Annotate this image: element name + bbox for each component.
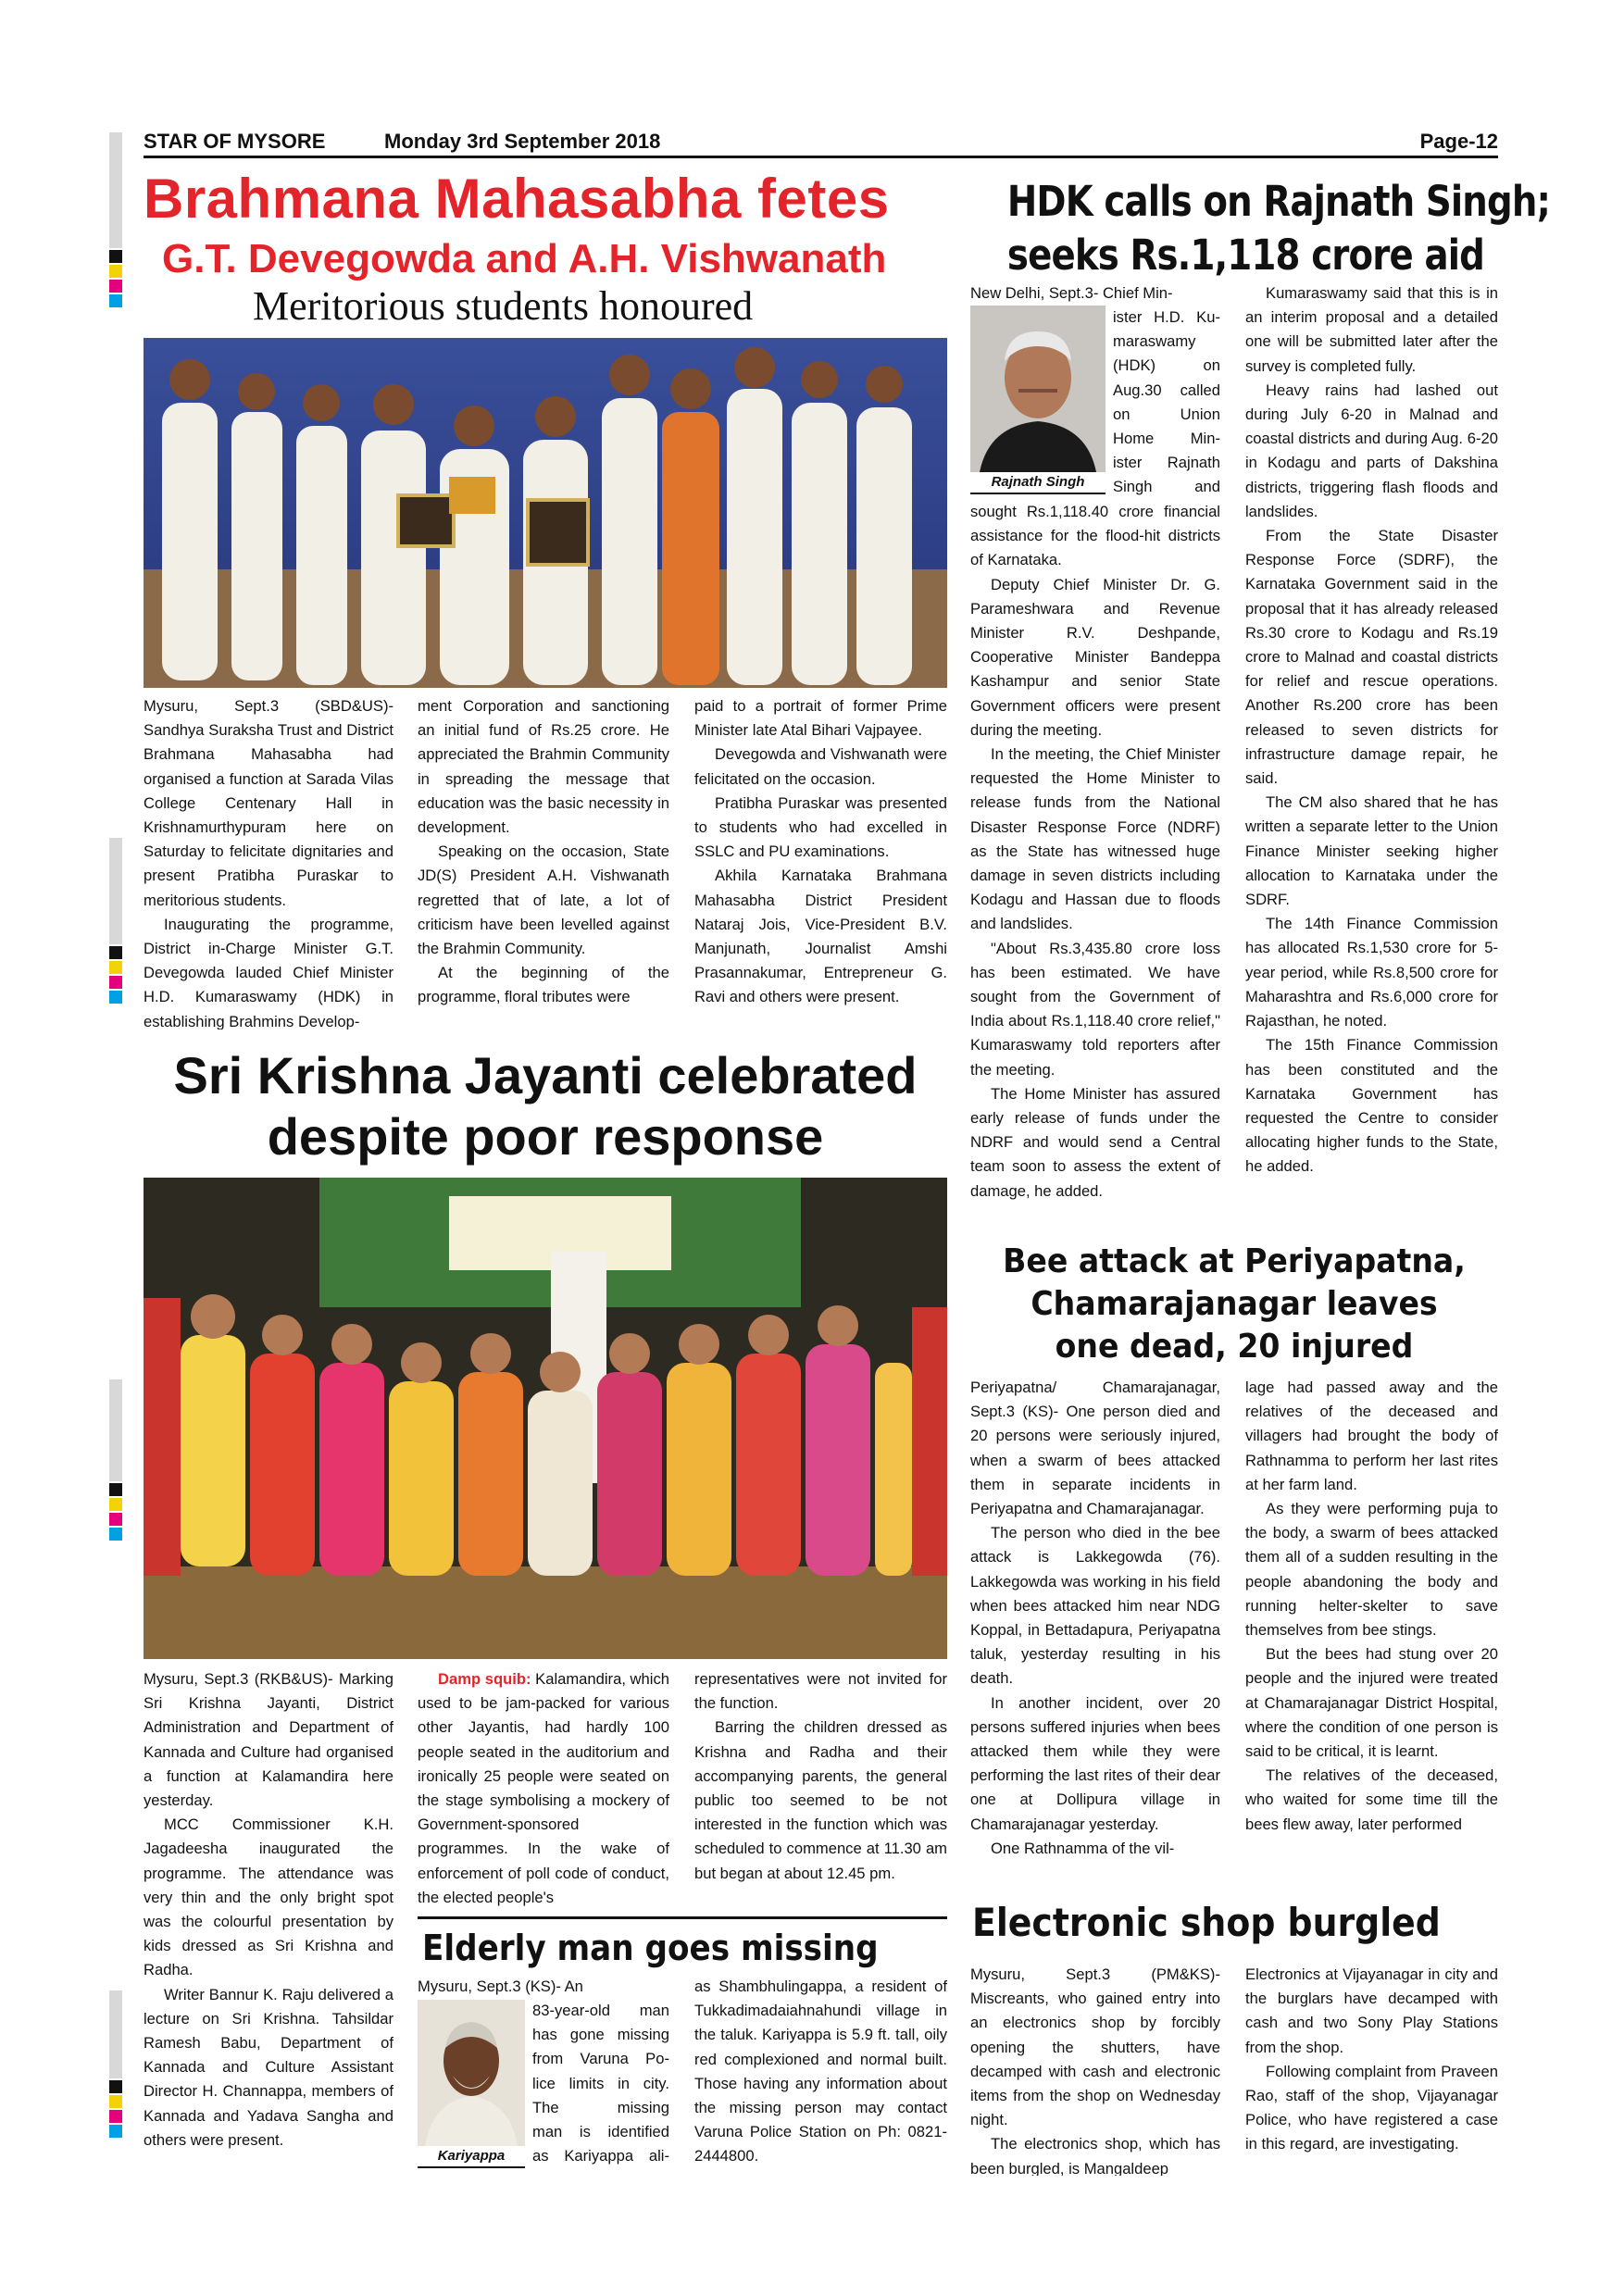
portrait-photo <box>970 306 1106 472</box>
text-line: 83-year-old man <box>532 2002 669 2019</box>
text-line: Singh and <box>1113 478 1220 496</box>
paragraph-text: Kalamandira, which used to be jam-packed for various other Jayantis, had hardly 100 people seated in the auditorium and ironically 25 people were seated on the stage symbolising a mockery of Government-sponsored programmes. In the wake of enforcement of poll code of conduct, the elected people's <box>418 1670 669 1906</box>
article2-headline-line2: seeks Rs.1,118 crore aid <box>1006 231 1484 280</box>
article6-headline: Electronic shop burgled <box>972 1900 1441 1945</box>
reg-mark-black <box>109 2080 122 2093</box>
masthead <box>144 130 1498 158</box>
article1-subhead: Meritorious students honoured <box>253 283 754 329</box>
reg-mark-black <box>109 1483 122 1496</box>
text-line: man is identified <box>532 2123 669 2141</box>
paragraph: From the State Disaster Response Force (SDRF), the Karnataka Government said in the proposal that it has already released Rs.30 crore to Kodagu and Rs.19 crore to Malnad and coastal districts for relief and rescue operations. Another Rs.200 crore has been released to seven districts for infrastructure damage repair, he said. <box>1245 527 1498 788</box>
paragraph <box>418 1667 669 1910</box>
text-line: lice limits in city. <box>532 2074 669 2092</box>
article1-col3 <box>694 694 947 1029</box>
article5-dateline <box>418 1975 669 1999</box>
reg-mark-magenta <box>109 280 122 293</box>
krishna-jayanti-photo <box>144 1178 947 1659</box>
text-line: as Kariyappa ali- <box>532 2147 669 2165</box>
reg-mark-cyan <box>109 1528 122 1541</box>
paragraph: In another incident, over 20 persons suffered injuries when bees attacked them while they were performing the last rites of their dear one at Dollipura village in Chamarajanagar yesterday. <box>970 1693 1220 1833</box>
paragraph: Devegowda and Vishwanath were felicitated on the occasion. <box>694 745 947 788</box>
article4-col2 <box>1245 1376 1498 1878</box>
article1-photo <box>144 338 947 688</box>
paragraph: MCC Commissioner K.H. Jagadeesha inaugurated the programme. The attendance was very thin and the only bright spot was the colourful presentation by kids dressed as Sri Krishna and Radha. <box>144 1816 394 1979</box>
paragraph: The electronics shop, which has been burgled, is Mangaldeep <box>970 2135 1220 2176</box>
article5-headline: Elderly man goes missing <box>422 1928 879 1968</box>
text-line: ister Rajnath <box>1113 454 1220 472</box>
article2-wrap-text <box>1113 306 1220 500</box>
article2-photo-caption: Rajnath Singh <box>970 474 1106 494</box>
article1-headline-line1: Brahmana Mahasabha fetes <box>144 168 890 230</box>
reg-mark-yellow <box>109 1498 122 1511</box>
paragraph: ment Corporation and sanctioning an initial fund of Rs.25 crore. He appreciated the Brahmin Community in spreading the message that education was the basic necessity in development. <box>418 697 669 837</box>
paragraph: But the bees had stung over 20 people and the injured were treated at Chamarajanagar District Hospital, where the condition of one person is said to be critical, it is learnt. <box>1245 1645 1498 1761</box>
text-line: on Union <box>1113 405 1220 423</box>
article4-headline-line3: one dead, 20 injured <box>1055 1328 1414 1366</box>
article4-headline-line2: Chamarajanagar leaves <box>1031 1285 1438 1323</box>
reg-mark-magenta <box>109 2110 122 2123</box>
paragraph: Mysuru, Sept.3 (SBD&US)- Sandhya Suraksha Trust and District Brahmana Mahasabha had organised a function at Sarada Vilas College Centenary Hall in Krishnamurthypuram here on Saturday to felicitate dignitaries and present Pratibha Puraskar to meritorious students. <box>144 697 394 909</box>
article3-col1 <box>144 1667 394 2169</box>
paragraph: paid to a portrait of former Prime Minister late Atal Bihari Vajpayee. <box>694 697 947 740</box>
paragraph: The 14th Finance Commission has allocated Rs.1,530 crore for 5-year period, while Rs.8,500 crore for Maharashtra and Rs.6,000 crore for Rajasthan, he noted. <box>1245 915 1498 1030</box>
paragraph: Deputy Chief Minister Dr. G. Parameshwara and Revenue Minister R.V. Deshpande, Cooperative Minister Bandeppa Kashampur and senior State Government officers were present during the meeting. <box>970 575 1220 739</box>
margin-bar-mid2 <box>109 1379 122 1481</box>
article4-headline-line1: Bee attack at Periyapatna, <box>1003 1242 1466 1280</box>
paragraph: The 15th Finance Commission has been constituted and the Karnataka Government has requested the Centre to consider allocating higher funds to the State, he added. <box>1245 1036 1498 1176</box>
paragraph: Speaking on the occasion, State JD(S) President A.H. Vishwanath regretted that of late, a lot of criticism have been levelled against the Brahmin Community. <box>418 842 669 958</box>
reg-mark-cyan <box>109 294 122 307</box>
article3-headline-line2: despite poor response <box>267 1107 824 1166</box>
article2-photo <box>970 306 1106 472</box>
dateline: New Delhi, Sept.3- Chief Min- <box>970 284 1173 302</box>
text-line: has gone missing <box>532 2026 669 2044</box>
dateline: Mysuru, Sept.3 (KS)- An <box>418 1978 583 1995</box>
paragraph: Mysuru, Sept.3 (PM&KS)- Miscreants, who gained entry into an electronics shop by forcibly opening the shutters, have decamped with cash and electronic items from the shop on Wednesday night. <box>970 1965 1220 2129</box>
article6-col1 <box>970 1963 1220 2176</box>
article1-col1 <box>144 694 394 1029</box>
margin-bar-bottom <box>109 1990 122 2078</box>
paragraph: Akhila Karnataka Brahmana Mahasabha District President Nataraj Jois, Vice-President B.V. Manjunath, Journalist Amshi Prasannakumar, Entrepreneur G. Ravi and others were present. <box>694 867 947 1006</box>
paragraph: The person who died in the bee attack is Lakkegowda (76). Lakkegowda was working in his field when bees attacked him near NDG Koppal, in Bettadapura, Periyapatna taluk, yesterday resulting in his death. <box>970 1524 1220 1688</box>
article5-wrap-text <box>532 1999 669 2169</box>
article4-col1 <box>970 1376 1220 1878</box>
reg-mark-black <box>109 250 122 263</box>
article5-photo <box>418 2000 525 2146</box>
divider-rule <box>418 1916 947 1919</box>
article5-col2 <box>694 1975 947 2169</box>
article3-col3 <box>694 1667 947 1914</box>
paragraph: Kumaraswamy said that this is in an interim proposal and a detailed one will be submitted later after the survey is completed fully. <box>1245 284 1498 375</box>
text-line: Aug.30 called <box>1113 381 1220 399</box>
paragraph: as Shambhulingappa, a resident of Tukkadimadaiahnahundi village in the taluk. Kariyappa is 5.9 ft. tall, oily red complexioned and normal built. Those having any information about the missing person may contact Varuna Police Station on Ph: 0821-2444800. <box>694 1978 947 2165</box>
page-number: Page-12 <box>1419 130 1498 153</box>
article2-headline-line1: HDK calls on Rajnath Singh; <box>1006 177 1551 226</box>
margin-bar-mid1 <box>109 838 122 944</box>
article1-headline-line2: G.T. Devegowda and A.H. Vishwanath <box>162 236 887 281</box>
reg-mark-cyan <box>109 991 122 1004</box>
reg-mark-yellow <box>109 961 122 974</box>
paragraph: Following complaint from Praveen Rao, staff of the shop, Vijayanagar Police, who have registered a case in this regard, are investigating. <box>1245 2062 1498 2153</box>
margin-bar-top <box>109 132 122 248</box>
paragraph: Periyapatna/ Chamarajanagar, Sept.3 (KS)- One person died and 20 persons were seriously injured, when a swarm of bees attacked them in separate incidents in Periyapatna and Chamarajanagar. <box>970 1379 1220 1518</box>
reg-mark-black <box>109 946 122 959</box>
paragraph: Heavy rains had lashed out during July 6-20 in Malnad and coastal districts and during Aug. 6-20 in Kodagu and parts of Dakshina districts, triggering flash floods and landslides. <box>1245 381 1498 520</box>
article3-col2 <box>418 1667 669 1914</box>
newspaper-name: STAR OF MYSORE <box>144 130 326 153</box>
paragraph: Mysuru, Sept.3 (RKB&US)- Marking Sri Krishna Jayanti, District Administration and Department of Kannada and Culture had organised a function at Kalamandira here yesterday. <box>144 1670 394 1810</box>
reg-mark-yellow <box>109 2095 122 2108</box>
paragraph: Pratibha Puraskar was presented to students who had excelled in SSLC and PU examinations. <box>694 793 947 861</box>
paragraph: At the beginning of the programme, floral tributes were <box>418 964 669 1006</box>
paragraph: representatives were not invited for the function. <box>694 1670 947 1713</box>
paragraph: The Home Minister has assured early release of funds under the NDRF and would send a Central team soon to assess the extent of damage, he added. <box>970 1084 1220 1200</box>
reg-mark-magenta <box>109 1513 122 1526</box>
paragraph: lage had passed away and the relatives of the deceased and villagers had brought the body of Rathnamma to perform her last rites at her farm land. <box>1245 1379 1498 1493</box>
text-line: ister H.D. Ku- <box>1113 308 1220 326</box>
reg-mark-yellow <box>109 265 122 278</box>
article2-col1 <box>970 500 1220 1233</box>
paragraph: As they were performing puja to the body, a swarm of bees attacked them all of a sudden resulting in the people abandoning the body and running helter-skelter to save themselves from bee stings. <box>1245 1500 1498 1640</box>
text-line: from Varuna Po- <box>532 2050 669 2068</box>
paragraph: One Rathnamma of the vil- <box>991 1839 1175 1857</box>
text-line: maraswamy <box>1113 332 1196 351</box>
article5-photo-caption: Kariyappa <box>418 2148 525 2168</box>
missing-man-photo <box>418 2000 525 2146</box>
paragraph: Electronics at Vijayanagar in city and the burglars have decamped with cash and two Sony Play Stations from the shop. <box>1245 1965 1498 2056</box>
paragraph: "About Rs.3,435.80 crore loss has been estimated. We have sought from the Government of India about Rs.1,118.40 crore relief," Kumaraswamy told reporters after the meeting. <box>970 939 1220 1079</box>
paragraph: sought Rs.1,118.40 crore financial assistance for the flood-hit districts of Karnataka. <box>970 503 1220 569</box>
reg-mark-magenta <box>109 976 122 989</box>
article1-col2 <box>418 694 669 1029</box>
text-line: (HDK) on <box>1113 356 1220 375</box>
paragraph: The CM also shared that he has written a separate letter to the Union Finance Minister seeking higher allocation to Karnataka under the SDRF. <box>1245 793 1498 909</box>
article6-col2 <box>1245 1963 1498 2176</box>
paragraph: Barring the children dressed as Krishna and Radha and their accompanying parents, the general public too seemed to be not interested in the function which was scheduled to commence at 11.30 am but began at about 12.45 pm. <box>694 1718 947 1882</box>
felicitation-photo <box>144 338 947 688</box>
text-line: Home Min- <box>1113 430 1220 448</box>
article2-wrap-dateline <box>970 281 1220 306</box>
reg-mark-cyan <box>109 2125 122 2138</box>
article3-headline-line1: Sri Krishna Jayanti celebrated <box>173 1046 918 1104</box>
paragraph: The relatives of the deceased, who waited for some time till the bees flew away, later performed <box>1245 1766 1498 1833</box>
paragraph: Writer Bannur K. Raju delivered a lecture on Sri Krishna. Tahsildar Ramesh Babu, Department of Kannada and Culture Assistant Director H. Channappa, members of Kannada and Yadava Sangha and others were present. <box>144 1985 394 2149</box>
article3-photo <box>144 1178 947 1659</box>
text-line: The missing <box>532 2098 669 2116</box>
paragraph: Inaugurating the programme, District in-Charge Minister G.T. Devegowda lauded Chief Minister H.D. Kumaraswamy (HDK) in establishing Brahmins Develop- <box>144 915 394 1029</box>
subhead-damp-squib: Damp squib: <box>438 1670 531 1688</box>
issue-date: Monday 3rd September 2018 <box>384 130 661 153</box>
article2-col2 <box>1245 281 1498 1233</box>
paragraph: In the meeting, the Chief Minister requested the Home Minister to release funds from the National Disaster Response Force (NDRF) as the State has witnessed huge damage in seven districts including Kodagu and Hassan due to floods and landslides. <box>970 745 1220 933</box>
